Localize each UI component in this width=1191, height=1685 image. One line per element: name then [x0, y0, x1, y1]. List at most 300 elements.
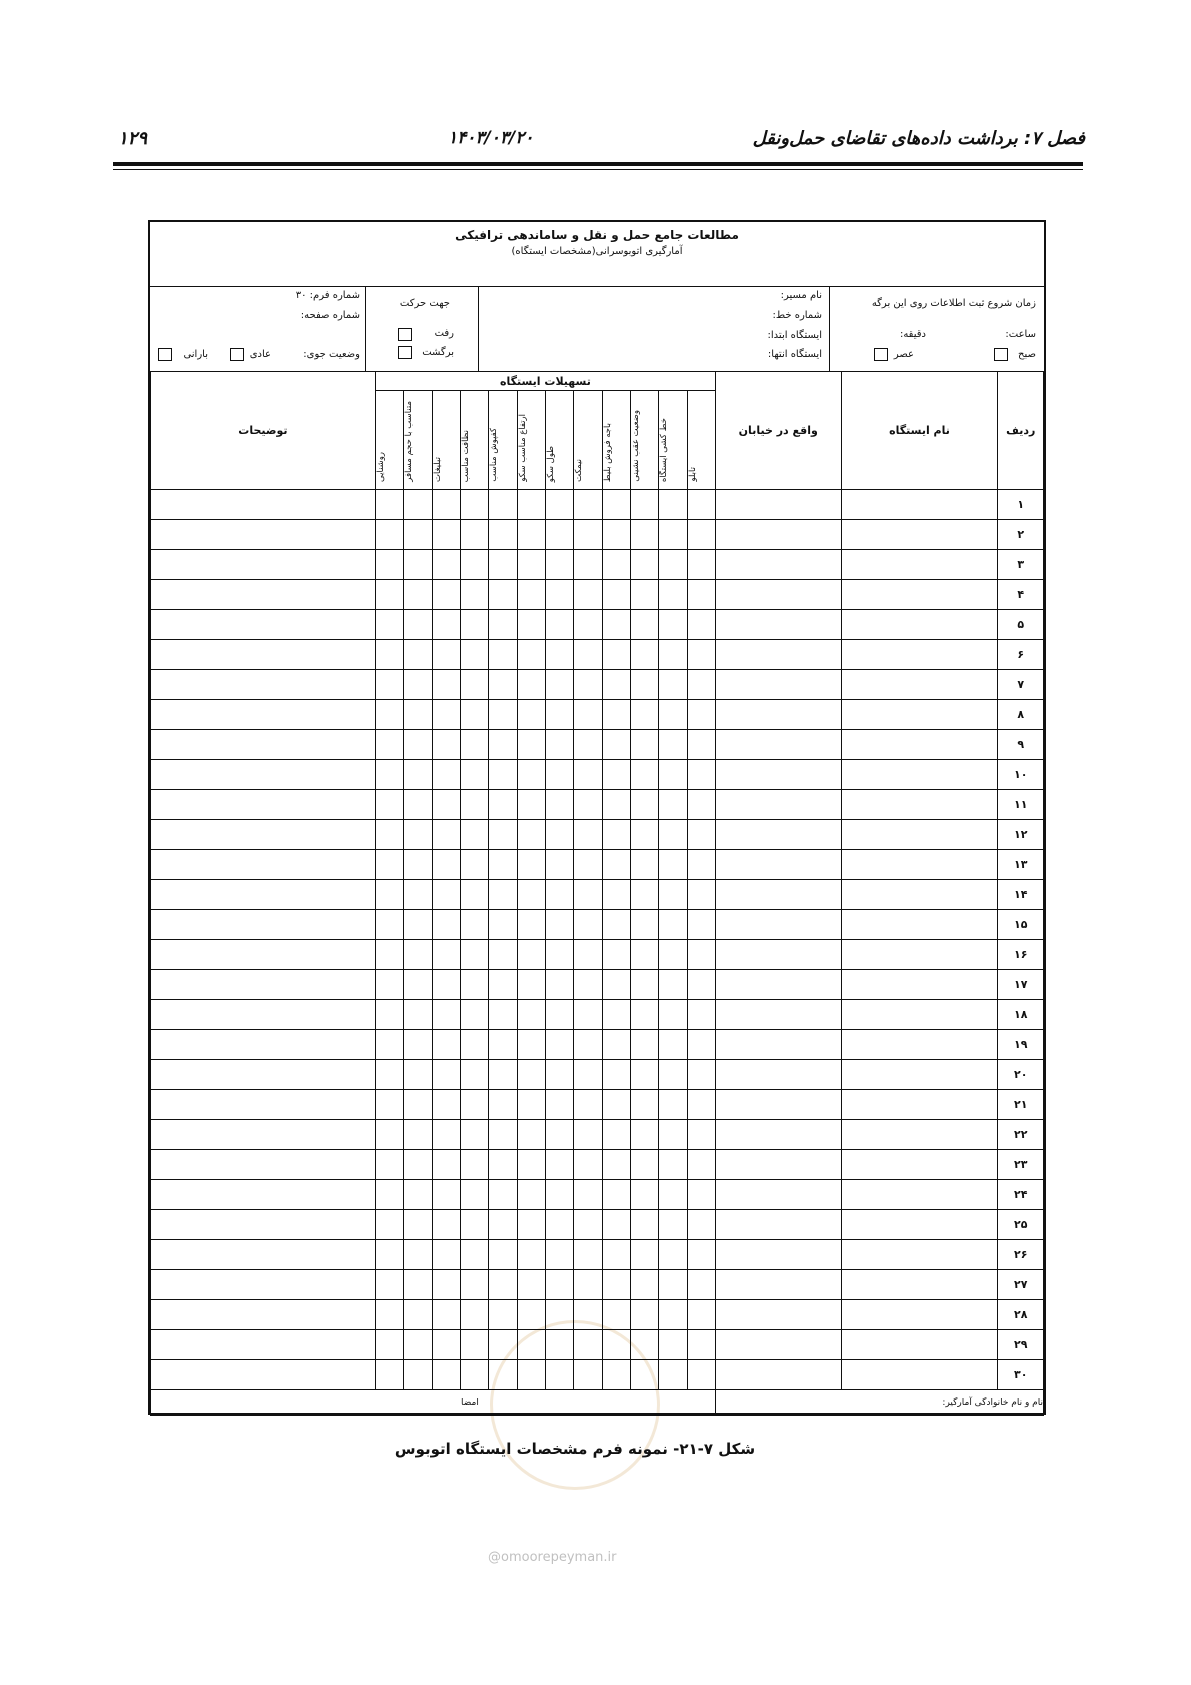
table-cell[interactable]: [460, 520, 488, 550]
table-cell[interactable]: [630, 700, 658, 730]
table-cell[interactable]: [151, 1090, 376, 1120]
table-cell[interactable]: [489, 610, 517, 640]
table-cell[interactable]: [602, 1330, 630, 1360]
table-cell[interactable]: [716, 970, 842, 1000]
table-cell[interactable]: [517, 520, 545, 550]
table-cell[interactable]: [489, 1210, 517, 1240]
table-cell[interactable]: [489, 970, 517, 1000]
table-cell[interactable]: [659, 610, 687, 640]
table-cell[interactable]: [404, 520, 432, 550]
table-cell[interactable]: [687, 670, 715, 700]
table-cell[interactable]: [687, 1180, 715, 1210]
table-cell[interactable]: [574, 610, 602, 640]
table-cell[interactable]: [489, 730, 517, 760]
table-cell[interactable]: [545, 640, 573, 670]
table-cell[interactable]: [489, 1000, 517, 1030]
table-cell[interactable]: [375, 550, 403, 580]
table-cell[interactable]: [375, 640, 403, 670]
table-cell[interactable]: [489, 820, 517, 850]
table-cell[interactable]: [602, 1300, 630, 1330]
table-cell[interactable]: [630, 1270, 658, 1300]
table-cell[interactable]: [432, 760, 460, 790]
table-cell[interactable]: [151, 1270, 376, 1300]
table-cell[interactable]: [659, 880, 687, 910]
table-cell[interactable]: [375, 880, 403, 910]
table-cell[interactable]: [659, 850, 687, 880]
table-cell[interactable]: [375, 850, 403, 880]
table-cell[interactable]: [716, 1240, 842, 1270]
table-cell[interactable]: [630, 970, 658, 1000]
table-cell[interactable]: [602, 850, 630, 880]
table-cell[interactable]: [687, 610, 715, 640]
table-cell[interactable]: [602, 520, 630, 550]
table-cell[interactable]: [659, 1120, 687, 1150]
outbound-checkbox[interactable]: [398, 328, 412, 341]
table-cell[interactable]: [404, 1330, 432, 1360]
table-cell[interactable]: [404, 910, 432, 940]
table-cell[interactable]: [716, 760, 842, 790]
table-cell[interactable]: [375, 1240, 403, 1270]
table-cell[interactable]: [659, 760, 687, 790]
table-cell[interactable]: [630, 550, 658, 580]
table-cell[interactable]: [404, 1300, 432, 1330]
table-cell[interactable]: [841, 640, 998, 670]
table-cell[interactable]: [432, 640, 460, 670]
evening-checkbox[interactable]: [874, 348, 888, 361]
table-cell[interactable]: [545, 1330, 573, 1360]
table-cell[interactable]: [630, 490, 658, 520]
table-cell[interactable]: [517, 610, 545, 640]
table-cell[interactable]: [841, 1150, 998, 1180]
table-cell[interactable]: [375, 610, 403, 640]
table-cell[interactable]: [716, 1330, 842, 1360]
table-cell[interactable]: [716, 610, 842, 640]
table-cell[interactable]: [460, 1210, 488, 1240]
table-cell[interactable]: [489, 670, 517, 700]
table-cell[interactable]: [517, 790, 545, 820]
table-cell[interactable]: [375, 1300, 403, 1330]
table-cell[interactable]: [517, 1210, 545, 1240]
table-cell[interactable]: [375, 490, 403, 520]
table-cell[interactable]: [489, 520, 517, 550]
table-cell[interactable]: [716, 1270, 842, 1300]
table-cell[interactable]: [841, 1330, 998, 1360]
table-cell[interactable]: [375, 1330, 403, 1360]
table-cell[interactable]: [460, 1240, 488, 1270]
table-cell[interactable]: [545, 940, 573, 970]
table-cell[interactable]: [545, 730, 573, 760]
table-cell[interactable]: [432, 970, 460, 1000]
table-cell[interactable]: [432, 730, 460, 760]
table-cell[interactable]: [630, 610, 658, 640]
table-cell[interactable]: [375, 730, 403, 760]
table-cell[interactable]: [716, 640, 842, 670]
table-cell[interactable]: [375, 1030, 403, 1060]
table-cell[interactable]: [151, 730, 376, 760]
table-cell[interactable]: [659, 1060, 687, 1090]
table-cell[interactable]: [630, 520, 658, 550]
table-cell[interactable]: [375, 580, 403, 610]
table-cell[interactable]: [574, 910, 602, 940]
table-cell[interactable]: [517, 1330, 545, 1360]
table-cell[interactable]: [432, 1150, 460, 1180]
table-cell[interactable]: [460, 1180, 488, 1210]
table-cell[interactable]: [432, 1210, 460, 1240]
table-cell[interactable]: [574, 1030, 602, 1060]
table-cell[interactable]: [404, 790, 432, 820]
table-cell[interactable]: [574, 790, 602, 820]
table-cell[interactable]: [545, 1300, 573, 1330]
table-cell[interactable]: [630, 580, 658, 610]
table-cell[interactable]: [630, 880, 658, 910]
table-cell[interactable]: [659, 1210, 687, 1240]
table-cell[interactable]: [841, 1210, 998, 1240]
table-cell[interactable]: [460, 1270, 488, 1300]
table-cell[interactable]: [151, 760, 376, 790]
table-cell[interactable]: [716, 1030, 842, 1060]
table-cell[interactable]: [545, 970, 573, 1000]
table-cell[interactable]: [432, 1270, 460, 1300]
table-cell[interactable]: [687, 1030, 715, 1060]
table-cell[interactable]: [432, 820, 460, 850]
table-cell[interactable]: [602, 700, 630, 730]
table-cell[interactable]: [687, 970, 715, 1000]
table-cell[interactable]: [602, 940, 630, 970]
table-cell[interactable]: [460, 1360, 488, 1390]
table-cell[interactable]: [432, 1030, 460, 1060]
table-cell[interactable]: [460, 1030, 488, 1060]
table-cell[interactable]: [404, 1120, 432, 1150]
table-cell[interactable]: [460, 550, 488, 580]
table-cell[interactable]: [630, 1360, 658, 1390]
table-cell[interactable]: [545, 1150, 573, 1180]
table-cell[interactable]: [432, 1300, 460, 1330]
table-cell[interactable]: [432, 1360, 460, 1390]
table-cell[interactable]: [517, 820, 545, 850]
table-cell[interactable]: [716, 880, 842, 910]
table-cell[interactable]: [630, 790, 658, 820]
table-cell[interactable]: [460, 910, 488, 940]
table-cell[interactable]: [687, 640, 715, 670]
table-cell[interactable]: [574, 520, 602, 550]
table-cell[interactable]: [659, 970, 687, 1000]
table-cell[interactable]: [687, 1330, 715, 1360]
table-cell[interactable]: [517, 1150, 545, 1180]
table-cell[interactable]: [404, 1360, 432, 1390]
table-cell[interactable]: [716, 850, 842, 880]
table-cell[interactable]: [517, 1090, 545, 1120]
table-cell[interactable]: [687, 1150, 715, 1180]
table-cell[interactable]: [460, 580, 488, 610]
table-cell[interactable]: [687, 850, 715, 880]
table-cell[interactable]: [489, 1330, 517, 1360]
table-cell[interactable]: [687, 520, 715, 550]
table-cell[interactable]: [404, 1210, 432, 1240]
table-cell[interactable]: [517, 490, 545, 520]
table-cell[interactable]: [841, 580, 998, 610]
table-cell[interactable]: [517, 1120, 545, 1150]
table-cell[interactable]: [517, 1300, 545, 1330]
table-cell[interactable]: [151, 520, 376, 550]
table-cell[interactable]: [545, 490, 573, 520]
table-cell[interactable]: [841, 730, 998, 760]
table-cell[interactable]: [151, 850, 376, 880]
table-cell[interactable]: [489, 580, 517, 610]
table-cell[interactable]: [404, 610, 432, 640]
table-cell[interactable]: [687, 1210, 715, 1240]
table-cell[interactable]: [404, 1060, 432, 1090]
table-cell[interactable]: [517, 670, 545, 700]
table-cell[interactable]: [659, 1240, 687, 1270]
table-cell[interactable]: [659, 1330, 687, 1360]
table-cell[interactable]: [574, 880, 602, 910]
table-cell[interactable]: [602, 1270, 630, 1300]
table-cell[interactable]: [375, 760, 403, 790]
table-cell[interactable]: [460, 1300, 488, 1330]
table-cell[interactable]: [659, 580, 687, 610]
table-cell[interactable]: [574, 580, 602, 610]
table-cell[interactable]: [375, 1000, 403, 1030]
table-cell[interactable]: [375, 520, 403, 550]
table-cell[interactable]: [432, 1000, 460, 1030]
table-cell[interactable]: [841, 1000, 998, 1030]
table-cell[interactable]: [574, 700, 602, 730]
table-cell[interactable]: [716, 490, 842, 520]
table-cell[interactable]: [460, 880, 488, 910]
table-cell[interactable]: [375, 670, 403, 700]
table-cell[interactable]: [841, 670, 998, 700]
table-cell[interactable]: [687, 1000, 715, 1030]
table-cell[interactable]: [574, 490, 602, 520]
table-cell[interactable]: [716, 700, 842, 730]
table-cell[interactable]: [841, 520, 998, 550]
table-cell[interactable]: [602, 1150, 630, 1180]
table-cell[interactable]: [687, 1120, 715, 1150]
table-cell[interactable]: [841, 880, 998, 910]
table-cell[interactable]: [602, 1120, 630, 1150]
table-cell[interactable]: [716, 730, 842, 760]
table-cell[interactable]: [404, 1030, 432, 1060]
table-cell[interactable]: [404, 700, 432, 730]
table-cell[interactable]: [630, 1300, 658, 1330]
table-cell[interactable]: [630, 1120, 658, 1150]
table-cell[interactable]: [489, 1360, 517, 1390]
table-cell[interactable]: [489, 1240, 517, 1270]
table-cell[interactable]: [460, 1150, 488, 1180]
table-cell[interactable]: [602, 760, 630, 790]
table-cell[interactable]: [404, 1270, 432, 1300]
table-cell[interactable]: [630, 910, 658, 940]
table-cell[interactable]: [151, 910, 376, 940]
table-cell[interactable]: [630, 1210, 658, 1240]
table-cell[interactable]: [545, 1060, 573, 1090]
table-cell[interactable]: [432, 610, 460, 640]
table-cell[interactable]: [489, 790, 517, 820]
table-cell[interactable]: [375, 910, 403, 940]
table-cell[interactable]: [489, 490, 517, 520]
table-cell[interactable]: [545, 880, 573, 910]
table-cell[interactable]: [602, 820, 630, 850]
table-cell[interactable]: [404, 850, 432, 880]
table-cell[interactable]: [460, 700, 488, 730]
table-cell[interactable]: [432, 580, 460, 610]
table-cell[interactable]: [659, 910, 687, 940]
table-cell[interactable]: [432, 1120, 460, 1150]
table-cell[interactable]: [460, 1330, 488, 1360]
table-cell[interactable]: [404, 670, 432, 700]
table-cell[interactable]: [404, 580, 432, 610]
table-cell[interactable]: [432, 910, 460, 940]
table-cell[interactable]: [489, 1180, 517, 1210]
table-cell[interactable]: [545, 700, 573, 730]
table-cell[interactable]: [659, 1030, 687, 1060]
table-cell[interactable]: [460, 790, 488, 820]
table-cell[interactable]: [404, 1240, 432, 1270]
table-cell[interactable]: [687, 1300, 715, 1330]
table-cell[interactable]: [460, 940, 488, 970]
table-cell[interactable]: [460, 640, 488, 670]
table-cell[interactable]: [151, 880, 376, 910]
table-cell[interactable]: [659, 520, 687, 550]
table-cell[interactable]: [545, 580, 573, 610]
table-cell[interactable]: [630, 760, 658, 790]
table-cell[interactable]: [489, 550, 517, 580]
table-cell[interactable]: [602, 1060, 630, 1090]
table-cell[interactable]: [151, 970, 376, 1000]
table-cell[interactable]: [489, 880, 517, 910]
table-cell[interactable]: [432, 850, 460, 880]
table-cell[interactable]: [574, 1090, 602, 1120]
table-cell[interactable]: [545, 550, 573, 580]
table-cell[interactable]: [517, 730, 545, 760]
table-cell[interactable]: [602, 1240, 630, 1270]
table-cell[interactable]: [659, 730, 687, 760]
table-cell[interactable]: [659, 790, 687, 820]
table-cell[interactable]: [841, 1180, 998, 1210]
table-cell[interactable]: [545, 610, 573, 640]
table-cell[interactable]: [602, 730, 630, 760]
table-cell[interactable]: [602, 550, 630, 580]
table-cell[interactable]: [375, 1120, 403, 1150]
table-cell[interactable]: [545, 1030, 573, 1060]
table-cell[interactable]: [687, 820, 715, 850]
table-cell[interactable]: [574, 670, 602, 700]
table-cell[interactable]: [659, 1150, 687, 1180]
table-cell[interactable]: [517, 1000, 545, 1030]
table-cell[interactable]: [545, 910, 573, 940]
table-cell[interactable]: [404, 970, 432, 1000]
table-cell[interactable]: [151, 1330, 376, 1360]
table-cell[interactable]: [432, 490, 460, 520]
table-cell[interactable]: [375, 1060, 403, 1090]
table-cell[interactable]: [517, 850, 545, 880]
table-cell[interactable]: [489, 1270, 517, 1300]
table-cell[interactable]: [517, 1180, 545, 1210]
table-cell[interactable]: [545, 1270, 573, 1300]
table-cell[interactable]: [716, 1120, 842, 1150]
table-cell[interactable]: [659, 700, 687, 730]
table-cell[interactable]: [716, 520, 842, 550]
table-cell[interactable]: [659, 1180, 687, 1210]
table-cell[interactable]: [375, 1150, 403, 1180]
table-cell[interactable]: [630, 1150, 658, 1180]
table-cell[interactable]: [375, 820, 403, 850]
table-cell[interactable]: [716, 1210, 842, 1240]
table-cell[interactable]: [375, 940, 403, 970]
table-cell[interactable]: [659, 490, 687, 520]
table-cell[interactable]: [460, 670, 488, 700]
table-cell[interactable]: [602, 880, 630, 910]
table-cell[interactable]: [602, 610, 630, 640]
table-cell[interactable]: [545, 820, 573, 850]
table-cell[interactable]: [151, 610, 376, 640]
table-cell[interactable]: [716, 820, 842, 850]
table-cell[interactable]: [841, 820, 998, 850]
table-cell[interactable]: [404, 880, 432, 910]
table-cell[interactable]: [574, 1300, 602, 1330]
table-cell[interactable]: [602, 1030, 630, 1060]
table-cell[interactable]: [545, 1000, 573, 1030]
table-cell[interactable]: [375, 1180, 403, 1210]
table-cell[interactable]: [659, 1000, 687, 1030]
table-cell[interactable]: [687, 790, 715, 820]
table-cell[interactable]: [151, 1360, 376, 1390]
table-cell[interactable]: [574, 940, 602, 970]
table-cell[interactable]: [460, 760, 488, 790]
table-cell[interactable]: [716, 1060, 842, 1090]
table-cell[interactable]: [375, 1360, 403, 1390]
table-cell[interactable]: [716, 1360, 842, 1390]
table-cell[interactable]: [404, 1090, 432, 1120]
table-cell[interactable]: [687, 940, 715, 970]
table-cell[interactable]: [432, 700, 460, 730]
table-cell[interactable]: [574, 1330, 602, 1360]
table-cell[interactable]: [151, 820, 376, 850]
table-cell[interactable]: [687, 580, 715, 610]
table-cell[interactable]: [460, 1000, 488, 1030]
table-cell[interactable]: [375, 1090, 403, 1120]
table-cell[interactable]: [517, 700, 545, 730]
table-cell[interactable]: [687, 1060, 715, 1090]
table-cell[interactable]: [574, 1240, 602, 1270]
table-cell[interactable]: [574, 820, 602, 850]
table-cell[interactable]: [687, 1360, 715, 1390]
table-cell[interactable]: [151, 1180, 376, 1210]
table-cell[interactable]: [489, 910, 517, 940]
table-cell[interactable]: [630, 940, 658, 970]
table-cell[interactable]: [841, 550, 998, 580]
table-cell[interactable]: [517, 1270, 545, 1300]
table-cell[interactable]: [404, 550, 432, 580]
table-cell[interactable]: [574, 1150, 602, 1180]
table-cell[interactable]: [841, 1090, 998, 1120]
table-cell[interactable]: [659, 1270, 687, 1300]
table-cell[interactable]: [841, 610, 998, 640]
table-cell[interactable]: [602, 1210, 630, 1240]
table-cell[interactable]: [716, 940, 842, 970]
table-cell[interactable]: [489, 940, 517, 970]
table-cell[interactable]: [841, 1360, 998, 1390]
normal-checkbox[interactable]: [230, 348, 244, 361]
table-cell[interactable]: [841, 1240, 998, 1270]
table-cell[interactable]: [545, 1360, 573, 1390]
return-checkbox[interactable]: [398, 346, 412, 359]
table-cell[interactable]: [517, 910, 545, 940]
table-cell[interactable]: [841, 1030, 998, 1060]
table-cell[interactable]: [687, 880, 715, 910]
table-cell[interactable]: [574, 1060, 602, 1090]
table-cell[interactable]: [602, 970, 630, 1000]
